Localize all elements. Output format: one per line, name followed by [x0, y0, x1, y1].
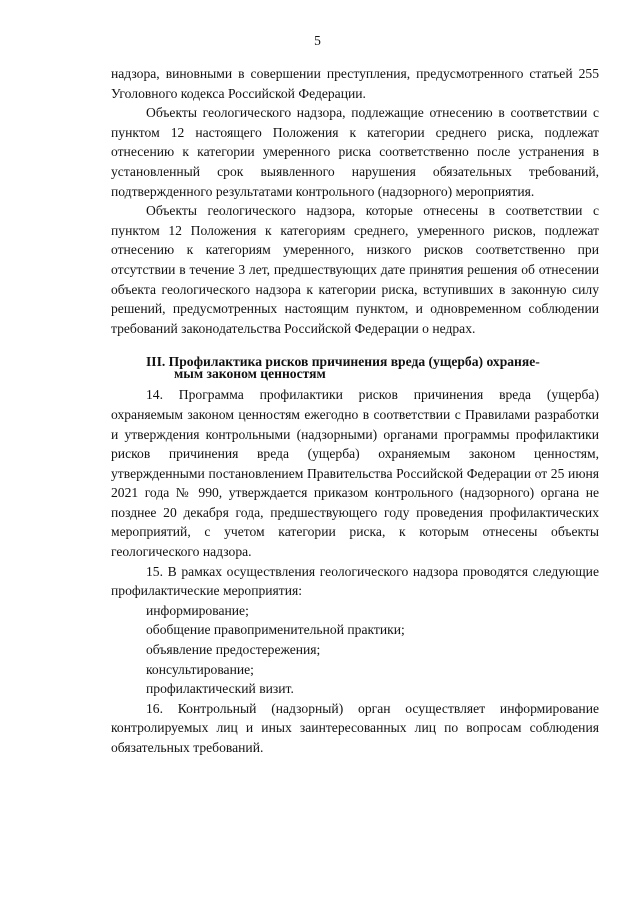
paragraph-16: 16. Контрольный (надзорный) орган осуществляет информирование контролируемых лиц и иных заинтересованных лиц по вопросам соблюдения обязательных требований. — [111, 700, 599, 755]
list-item: консультирование; — [146, 661, 254, 677]
section-heading — [111, 356, 599, 385]
measures-list — [111, 601, 599, 699]
paragraph-risk-reduction: Объекты геологического надзора, которые отнесены в соответствии с пунктом 12 Положения к категориям среднего, умеренного рисков, подлежат отнесению к категориям умеренного, низкого рисков соответственно при отсутствии в течение 3 лет, предшествующих дате принятия решения об отнесении объекта геологического надзора к категории риска, вступивших в законную силу решений, предусмотренных настоящим пунктом, и одновременном соблюдении требований законодательства Российской Федерации о недрах. — [111, 203, 599, 336]
list-item: объявление предостережения; — [146, 642, 321, 658]
paragraph-medium-risk: Объекты геологического надзора, подлежащие отнесению в соответствии с пунктом 12 настоящего Положения к категории среднего риска, подлежат отнесению к категории умеренного риска соответственно после устранения в установленный срок выявленного нарушения обязательных требований, подтвержденного результатами контрольного (надзорного) мероприятия. — [111, 105, 599, 199]
paragraph-15: 15. В рамках осуществления геологического надзора проводятся следующие профилактические мероприятия: — [111, 563, 599, 599]
list-item: обобщение правоприменительной практики; — [146, 622, 405, 638]
page-number: 5 — [314, 33, 321, 48]
section-heading-line-1: III. Профилактика рисков причинения вреда (ущерба) охраняе- — [146, 354, 540, 370]
list-item: информирование; — [146, 602, 249, 618]
paragraph-continuation: надзора, виновными в совершении преступления, предусмотренного статьей 255 Уголовного кодекса Российской Федерации. — [111, 66, 599, 101]
section-heading-line-2: мым законом ценностям — [174, 365, 326, 381]
list-item: профилактический визит. — [146, 681, 294, 697]
paragraph-14: 14. Программа профилактики рисков причинения вреда (ущерба) охраняемым законом ценностям ежегодно в соответствии с Правилами разработки и утверждения контрольными (надзорными) органами программы профилактики рисков причинения вреда (ущерба) охраняемым законом ценностям, утвержденными постановлением Правительства Российской Федерации от 25 июня 2021 года № 990, утверждается приказом контрольного (надзорного) органа не позднее 20 декабря года, предшествующего году проведения профилактических мероприятий, с учетом категории риска, к которым отнесены объекты геологического надзора. — [111, 387, 599, 560]
document-body — [111, 64, 599, 758]
